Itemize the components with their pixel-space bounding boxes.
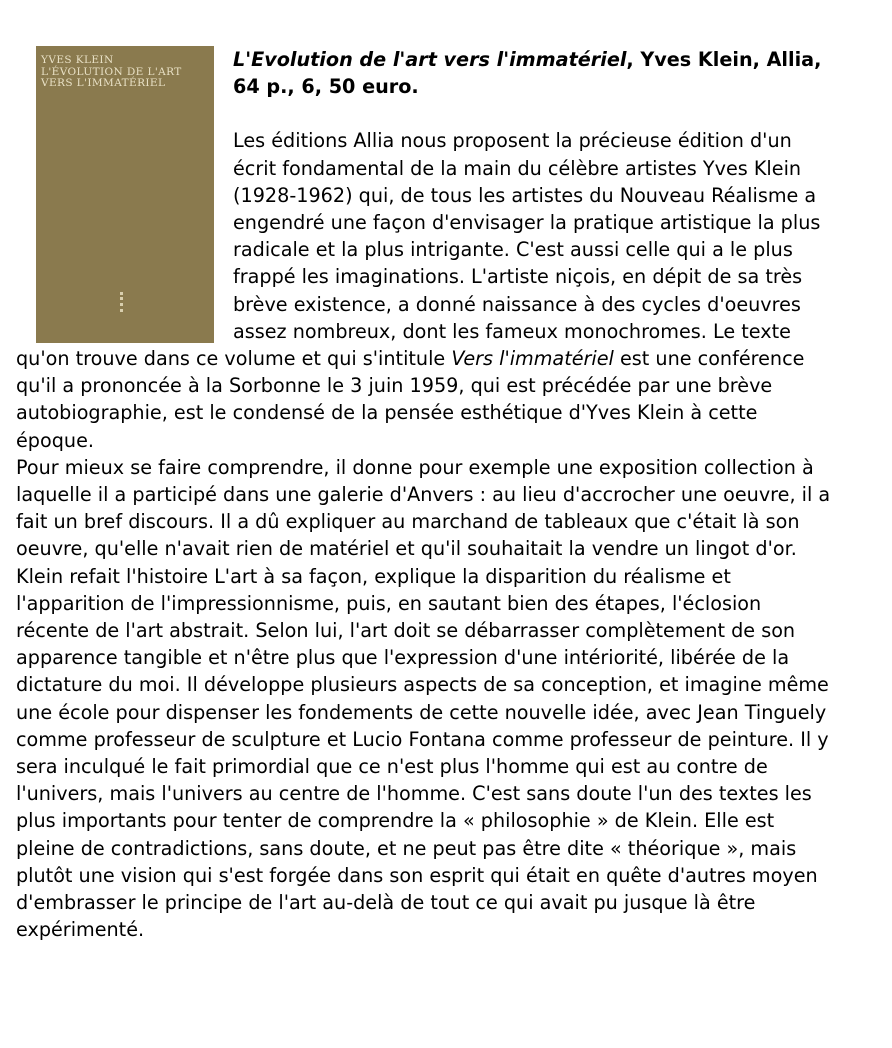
cover-title-line-2: VERS L'IMMATÉRIEL: [41, 77, 166, 89]
cover-author: YVES KLEIN: [41, 54, 114, 66]
article: [16, 46, 838, 944]
book-title: L'Evolution de l'art vers l'immatériel: [233, 48, 627, 71]
cover-title-line-1: L'ÉVOLUTION DE L'ART: [41, 65, 182, 78]
conference-title: Vers l'immatériel: [451, 347, 614, 371]
paragraph-1-part-1: Les éditions Allia nous proposent la précieuse édition d'un écrit fondamental de la main du célèbre artistes Yves Klein (1928-1962) qui, de tous les artistes du Nouveau Réalisme a engendré une façon d'envisager la pratique artistique la plus radicale et la plus intrigante. C'est aussi celle qui a le plus frappé les imaginations. L'artiste niçois, en dépit de sa très brève existence, a donné naissance à des cycles d'oeuvres assez nombreux, dont les fameux monochromes. Le texte qu'on trouve dans ce volume et qui s'intitule: [16, 129, 821, 371]
paragraph-1-part-2: est une conférence qu'il a prononcée à la Sorbonne le 3 juin 1959, qui est précédée par une brève autobiographie, est le condensé de la pensée esthétique d'Yves Klein à cette époque.: [16, 347, 805, 452]
book-details: , Yves Klein, Allia, 64 p., 6, 50 euro.: [233, 48, 822, 99]
book-cover-image: [36, 46, 214, 343]
publisher-mark-icon: [120, 292, 128, 312]
paragraph-2: Pour mieux se faire comprendre, il donne pour exemple une exposition collection à laquelle il a participé dans une galerie d'Anvers : au lieu d'accrocher une oeuvre, il a fait un bref discours. Il a dû expliquer au marchand de tableaux que c'était là son oeuvre, qu'elle n'avait rien de matériel et qu'il souhaitait la vendre un lingot d'or. Klein refait l'histoire L'art à sa façon, explique la disparition du réalisme et l'apparition de l'impressionnisme, puis, en sautant bien des étapes, l'éclosion récente de l'art abstrait. Selon lui, l'art doit se débarrasser complètement de son apparence tangible et n'être plus que l'expression d'une intériorité, libérée de la dictature du moi. Il développe plusieurs aspects de sa conception, et imagine même une école pour dispenser les fondements de cette nouvelle idée, avec Jean Tinguely comme professeur de sculpture et Lucio Fontana comme professeur de peinture. Il y sera inculqué le fait primordial que ce n'est plus l'homme qui est au contre de l'univers, mais l'univers au centre de l'homme. C'est sans doute l'un des textes les plus importants pour tenter de comprendre la « philosophie » de Klein. Elle est pleine de contradictions, sans doute, et ne peut pas être dite « théorique », mais plutôt une vision qui s'est forgée dans son esprit qui était en quête d'autres moyen d'embrasser le principe de l'art au-delà de tout ce qui avait pu jusque là être expérimenté.: [16, 455, 831, 942]
